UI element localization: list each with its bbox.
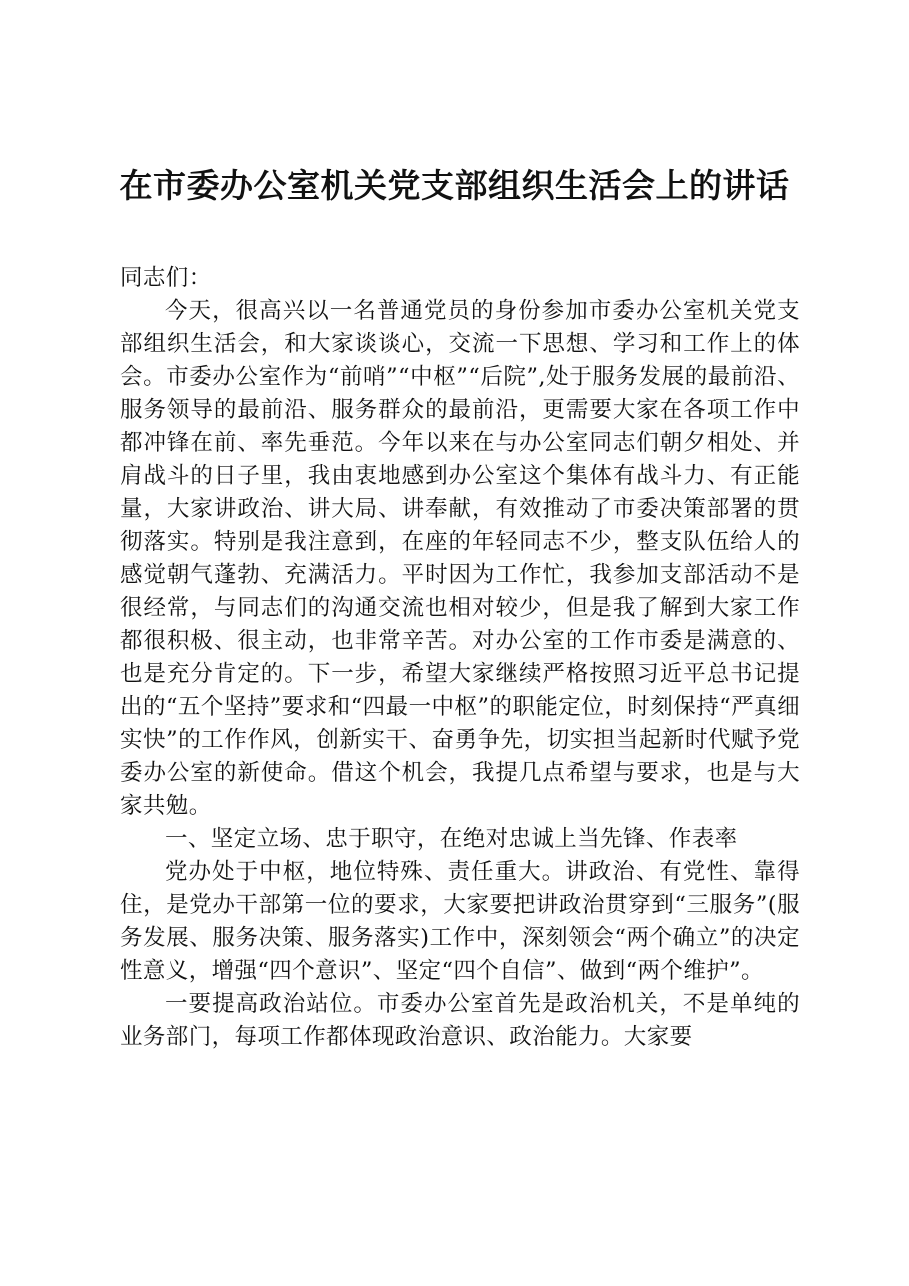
- greeting: 同志们：: [120, 265, 212, 291]
- section-heading-1: 一、坚定立场、忠于职守，在绝对忠诚上当先锋、作表率: [165, 826, 738, 852]
- paragraph-intro: 今天，很高兴以一名普通党员的身份参加市委办公室机关党支部组织生活会，和大家谈谈心，交流一下思想、学习和工作上的体会。市委办公室作为“前哨”“中枢”“后院”,处于服务发展的最前沿、服务领导的最前沿、服务群众的最前沿，更需要大家在各项工作中都冲锋在前、率先垂范。今年以来在与办公室同志们朝夕相处、并肩战斗的日子里，我由衷地感到办公室这个集体有战斗力、有正能量，大家讲政治、讲大局、讲奉献，有效推动了市委决策部署的贯彻落实。特别是我注意到，在座的年轻同志不少，整支队伍给人的感觉朝气蓬勃、充满活力。平时因为工作忙，我参加支部活动不是很经常，与同志们的沟通交流也相对较少，但是我了解到大家工作都很积极、很主动，也非常辛苦。对办公室的工作市委是满意的、也是充分肯定的。下一步，希望大家继续严格按照习近平总书记提出的“五个坚持”要求和“四最一中枢”的职能定位，时刻保持“严真细实快”的工作作风，创新实干、奋勇争先，切实担当起新时代赋予党委办公室的新使命。借这个机会，我提几点希望与要求，也是与大家共勉。: [120, 298, 800, 819]
- document-body: [120, 262, 800, 1054]
- paragraph-point-1: 一要提高政治站位。市委办公室首先是政治机关，不是单纯的业务部门，每项工作都体现政治意识、政治能力。大家要: [120, 991, 800, 1050]
- paragraph-section-1: 党办处于中枢，地位特殊、责任重大。讲政治、有党性、靠得住，是党办干部第一位的要求，大家要把讲政治贯穿到“三服务”(服务发展、服务决策、服务落实)工作中，深刻领会“两个确立”的决定性意义，增强“四个意识”、坚定“四个自信”、做到“两个维护”。: [120, 859, 800, 984]
- document-title: 在市委办公室机关党支部组织生活会上的讲话: [119, 166, 790, 205]
